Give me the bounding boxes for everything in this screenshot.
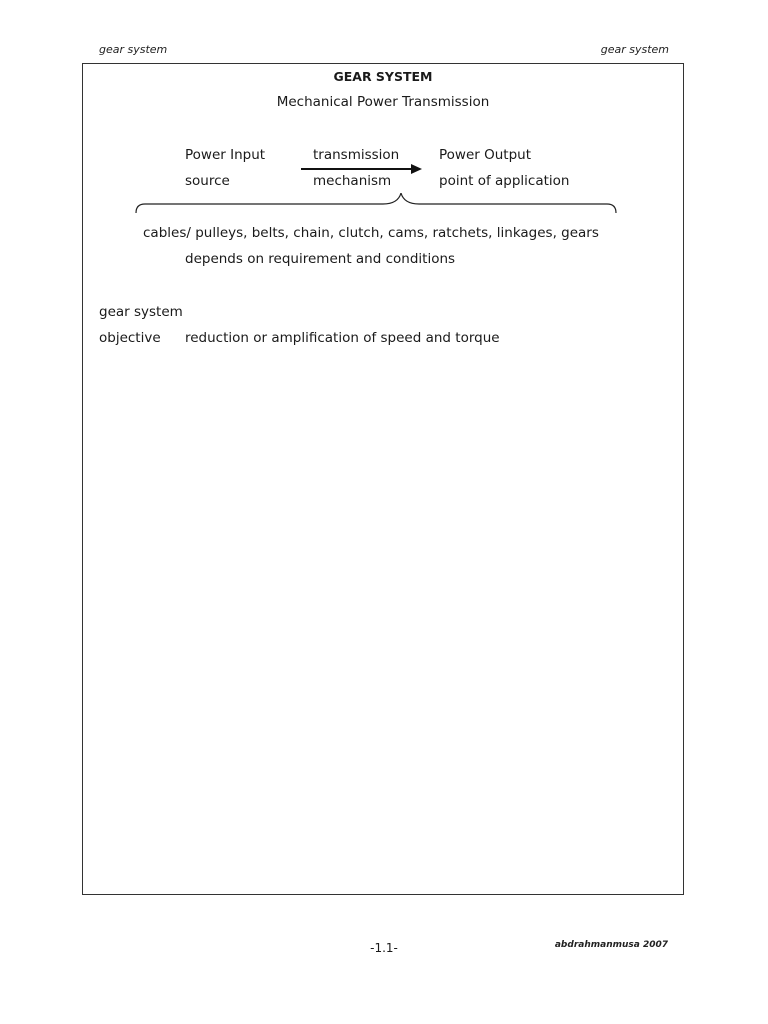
mechanisms-list: cables/ pulleys, belts, chain, clutch, cams, ratchets, linkages, gears [143, 225, 599, 241]
page-title: GEAR SYSTEM [333, 69, 433, 84]
depends-note: depends on requirement and conditions [185, 251, 456, 267]
objective-text: reduction or amplification of speed and torque [185, 330, 500, 346]
page-number: -1.1- [370, 941, 398, 955]
page-subtitle: Mechanical Power Transmission [276, 94, 490, 110]
content-frame [82, 63, 684, 895]
power-input-label: Power Input [185, 147, 266, 163]
section-heading: gear system [99, 304, 183, 320]
objective-label: objective [99, 330, 161, 346]
transmission-arrow-head-icon [411, 164, 422, 174]
mechanism-label: mechanism [313, 173, 392, 189]
point-of-application-label: point of application [439, 173, 570, 189]
transmission-arrow-line [301, 168, 413, 170]
transmission-label: transmission [313, 147, 400, 163]
author-credit: abdrahmanmusa 2007 [554, 940, 668, 950]
power-input-source: source [185, 173, 230, 189]
running-header-right: gear system [600, 43, 669, 56]
running-header-left: gear system [99, 43, 168, 56]
power-output-label: Power Output [439, 147, 532, 163]
curly-brace-icon [133, 193, 619, 223]
